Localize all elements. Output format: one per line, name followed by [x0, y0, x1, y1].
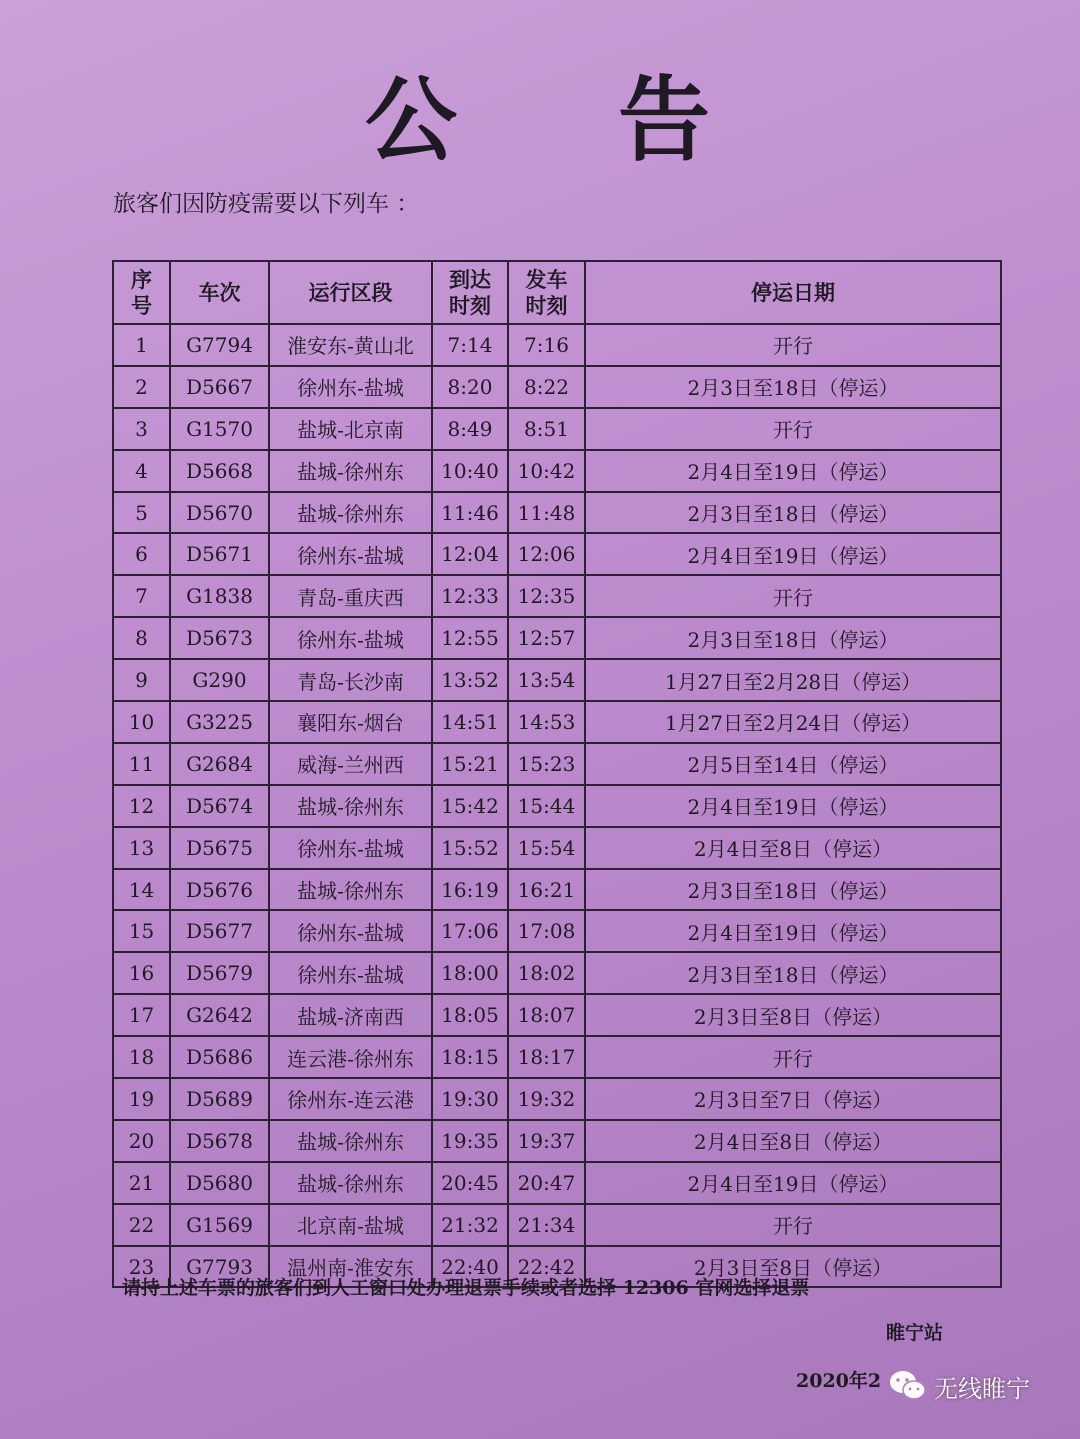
cell-departure: 20:47 — [508, 1162, 585, 1204]
cell-route: 襄阳东-烟台 — [269, 701, 432, 743]
cell-arrival: 21:32 — [432, 1204, 508, 1246]
cell-no: 14 — [113, 869, 170, 911]
cell-arrival: 20:45 — [432, 1162, 508, 1204]
cell-arrival: 8:20 — [432, 366, 508, 408]
cell-status: 开行 — [585, 575, 1001, 617]
table-row — [113, 1078, 1001, 1120]
cell-route: 徐州东-连云港 — [269, 1078, 432, 1120]
wechat-icon — [888, 1369, 928, 1403]
intro-text: 旅客们因防疫需要以下列车 ： — [113, 191, 420, 217]
cell-departure: 8:51 — [508, 408, 585, 450]
cell-status: 2月3日至8日（停运） — [585, 1246, 1001, 1288]
cell-departure: 18:02 — [508, 952, 585, 994]
cell-status: 2月4日至8日（停运） — [585, 827, 1001, 869]
cell-train: D5673 — [170, 617, 269, 659]
table-row — [113, 910, 1001, 952]
table-row — [113, 617, 1001, 659]
cell-arrival: 10:40 — [432, 450, 508, 492]
cell-route: 盐城-北京南 — [269, 408, 432, 450]
cell-arrival: 8:49 — [432, 408, 508, 450]
cell-arrival: 18:05 — [432, 994, 508, 1036]
cell-departure: 17:08 — [508, 910, 585, 952]
station-name: 睢宁站 — [886, 1322, 944, 1344]
cell-route: 徐州东-盐城 — [269, 366, 432, 408]
cell-train: D5675 — [170, 827, 269, 869]
watermark-text: 无线睢宁 — [934, 1374, 1030, 1403]
table-row — [113, 408, 1001, 450]
cell-route: 徐州东-盐城 — [269, 910, 432, 952]
cell-arrival: 12:55 — [432, 617, 508, 659]
cell-route: 盐城-徐州东 — [269, 1120, 432, 1162]
cell-status: 2月4日至19日（停运） — [585, 910, 1001, 952]
cell-train: G1570 — [170, 408, 269, 450]
table-row — [113, 533, 1001, 575]
table-row — [113, 743, 1001, 785]
cell-status: 开行 — [585, 324, 1001, 366]
cell-departure: 15:54 — [508, 827, 585, 869]
cell-status: 2月3日至7日（停运） — [585, 1078, 1001, 1120]
cell-arrival: 15:42 — [432, 785, 508, 827]
header-no: 序号 — [113, 261, 170, 324]
table-row — [113, 1162, 1001, 1204]
cell-train: G7793 — [170, 1246, 269, 1288]
cell-route: 青岛-长沙南 — [269, 659, 432, 701]
cell-no: 19 — [113, 1078, 170, 1120]
table-row — [113, 1204, 1001, 1246]
cell-departure: 12:57 — [508, 617, 585, 659]
cell-train: D5680 — [170, 1162, 269, 1204]
cell-arrival: 13:52 — [432, 659, 508, 701]
cell-status: 开行 — [585, 1204, 1001, 1246]
cell-route: 盐城-徐州东 — [269, 1162, 432, 1204]
cell-departure: 18:17 — [508, 1036, 585, 1078]
cell-route: 盐城-徐州东 — [269, 450, 432, 492]
table-row — [113, 492, 1001, 534]
cell-train: D5668 — [170, 450, 269, 492]
cell-route: 北京南-盐城 — [269, 1204, 432, 1246]
cell-arrival: 14:51 — [432, 701, 508, 743]
cell-departure: 7:16 — [508, 324, 585, 366]
cell-route: 青岛-重庆西 — [269, 575, 432, 617]
cell-arrival: 19:35 — [432, 1120, 508, 1162]
table-row — [113, 659, 1001, 701]
cell-no: 1 — [113, 324, 170, 366]
cell-no: 6 — [113, 533, 170, 575]
table-header-row — [113, 261, 1001, 324]
cell-no: 11 — [113, 743, 170, 785]
cell-status: 开行 — [585, 1036, 1001, 1078]
header-train: 车次 — [170, 261, 269, 324]
table-row — [113, 994, 1001, 1036]
cell-train: D5679 — [170, 952, 269, 994]
cell-route: 盐城-徐州东 — [269, 869, 432, 911]
cell-departure: 16:21 — [508, 869, 585, 911]
cell-train: G1569 — [170, 1204, 269, 1246]
cell-no: 17 — [113, 994, 170, 1036]
cell-status: 2月3日至18日（停运） — [585, 952, 1001, 994]
cell-train: D5689 — [170, 1078, 269, 1120]
watermark — [888, 1364, 1030, 1408]
cell-no: 5 — [113, 492, 170, 534]
cell-departure: 14:53 — [508, 701, 585, 743]
cell-arrival: 18:00 — [432, 952, 508, 994]
cell-arrival: 18:15 — [432, 1036, 508, 1078]
cell-departure: 12:06 — [508, 533, 585, 575]
cell-departure: 13:54 — [508, 659, 585, 701]
cell-arrival: 15:52 — [432, 827, 508, 869]
cell-departure: 18:07 — [508, 994, 585, 1036]
cell-arrival: 16:19 — [432, 869, 508, 911]
header-departure: 发车时刻 — [508, 261, 585, 324]
table-row — [113, 701, 1001, 743]
cell-status: 2月3日至8日（停运） — [585, 994, 1001, 1036]
cell-no: 4 — [113, 450, 170, 492]
cell-departure: 10:42 — [508, 450, 585, 492]
cell-no: 22 — [113, 1204, 170, 1246]
cell-status: 2月3日至18日（停运） — [585, 617, 1001, 659]
cell-status: 2月4日至19日（停运） — [585, 450, 1001, 492]
table-row — [113, 869, 1001, 911]
table-row — [113, 1036, 1001, 1078]
notice-title — [0, 66, 1080, 180]
cell-departure: 21:34 — [508, 1204, 585, 1246]
cell-departure: 12:35 — [508, 575, 585, 617]
cell-route: 徐州东-盐城 — [269, 827, 432, 869]
cell-train: D5676 — [170, 869, 269, 911]
cell-train: D5677 — [170, 910, 269, 952]
cell-train: G3225 — [170, 701, 269, 743]
table-row — [113, 450, 1001, 492]
title-char-2: 告 — [618, 66, 711, 174]
cell-train: D5686 — [170, 1036, 269, 1078]
cell-arrival: 7:14 — [432, 324, 508, 366]
header-arrival: 到达时刻 — [432, 261, 508, 324]
cell-train: D5671 — [170, 533, 269, 575]
cell-no: 8 — [113, 617, 170, 659]
table-row — [113, 952, 1001, 994]
cell-route: 盐城-徐州东 — [269, 492, 432, 534]
cell-route: 连云港-徐州东 — [269, 1036, 432, 1078]
cell-departure: 19:37 — [508, 1120, 585, 1162]
table-row — [113, 785, 1001, 827]
cell-departure: 11:48 — [508, 492, 585, 534]
cell-route: 盐城-济南西 — [269, 994, 432, 1036]
cell-no: 21 — [113, 1162, 170, 1204]
cell-route: 威海-兰州西 — [269, 743, 432, 785]
cell-status: 2月4日至8日（停运） — [585, 1120, 1001, 1162]
cell-status: 2月4日至19日（停运） — [585, 785, 1001, 827]
cell-no: 23 — [113, 1246, 170, 1288]
cell-no: 9 — [113, 659, 170, 701]
cell-no: 15 — [113, 910, 170, 952]
cell-status: 2月4日至19日（停运） — [585, 1162, 1001, 1204]
cell-departure: 15:44 — [508, 785, 585, 827]
header-status: 停运日期 — [585, 261, 1001, 324]
table-row — [113, 366, 1001, 408]
cell-train: G7794 — [170, 324, 269, 366]
cell-train: D5674 — [170, 785, 269, 827]
header-route: 运行区段 — [269, 261, 432, 324]
cell-departure: 22:42 — [508, 1246, 585, 1288]
cell-train: D5670 — [170, 492, 269, 534]
cell-arrival: 19:30 — [432, 1078, 508, 1120]
cell-status: 2月4日至19日（停运） — [585, 533, 1001, 575]
cell-arrival: 17:06 — [432, 910, 508, 952]
cell-route: 徐州东-盐城 — [269, 617, 432, 659]
cell-status: 开行 — [585, 408, 1001, 450]
cell-arrival: 12:33 — [432, 575, 508, 617]
train-schedule-table — [112, 260, 1002, 1288]
title-char-1: 公 — [365, 66, 458, 174]
cell-no: 20 — [113, 1120, 170, 1162]
cell-departure: 8:22 — [508, 366, 585, 408]
cell-route: 温州南-淮安东 — [269, 1246, 432, 1288]
cell-no: 13 — [113, 827, 170, 869]
notice-date: 2020年2 — [796, 1370, 882, 1392]
cell-arrival: 15:21 — [432, 743, 508, 785]
cell-train: G2642 — [170, 994, 269, 1036]
cell-departure: 19:32 — [508, 1078, 585, 1120]
cell-train: G2684 — [170, 743, 269, 785]
cell-route: 淮安东-黄山北 — [269, 324, 432, 366]
cell-train: D5667 — [170, 366, 269, 408]
cell-no: 12 — [113, 785, 170, 827]
cell-no: 18 — [113, 1036, 170, 1078]
cell-no: 7 — [113, 575, 170, 617]
cell-train: G290 — [170, 659, 269, 701]
table-row — [113, 324, 1001, 366]
cell-no: 10 — [113, 701, 170, 743]
refund-note: 请持上述车票的旅客们到人工窗口处办理退票手续或者选择 12306 官网选择退票 — [122, 1277, 810, 1299]
cell-status: 1月27日至2月28日（停运） — [585, 659, 1001, 701]
cell-route: 徐州东-盐城 — [269, 952, 432, 994]
table-row — [113, 1120, 1001, 1162]
cell-no: 2 — [113, 366, 170, 408]
cell-no: 3 — [113, 408, 170, 450]
table-row — [113, 827, 1001, 869]
cell-departure: 15:23 — [508, 743, 585, 785]
cell-status: 1月27日至2月24日（停运） — [585, 701, 1001, 743]
cell-arrival: 22:40 — [432, 1246, 508, 1288]
cell-no: 16 — [113, 952, 170, 994]
cell-arrival: 11:46 — [432, 492, 508, 534]
cell-status: 2月3日至18日（停运） — [585, 366, 1001, 408]
cell-status: 2月3日至18日（停运） — [585, 492, 1001, 534]
cell-train: D5678 — [170, 1120, 269, 1162]
cell-route: 盐城-徐州东 — [269, 785, 432, 827]
table-row — [113, 575, 1001, 617]
cell-status: 2月5日至14日（停运） — [585, 743, 1001, 785]
cell-route: 徐州东-盐城 — [269, 533, 432, 575]
cell-train: G1838 — [170, 575, 269, 617]
cell-arrival: 12:04 — [432, 533, 508, 575]
cell-status: 2月3日至18日（停运） — [585, 869, 1001, 911]
